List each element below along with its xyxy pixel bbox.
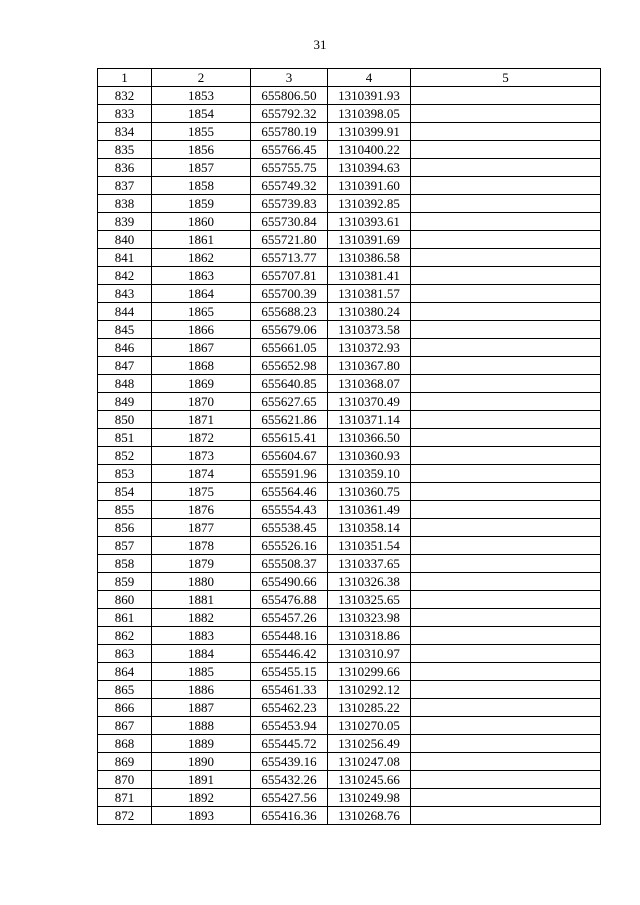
- coordinates-table: [97, 68, 601, 825]
- table-cell-col-5: [411, 303, 601, 321]
- table-cell-col-2: 1861: [152, 231, 251, 249]
- table-cell-col-2: 1860: [152, 213, 251, 231]
- table-cell-col-5: [411, 537, 601, 555]
- table-cell-col-3: 655792.32: [251, 105, 328, 123]
- table-row: [98, 681, 601, 699]
- table-cell-col-3: 655806.50: [251, 87, 328, 105]
- table-row: [98, 87, 601, 105]
- table-cell-col-2: 1887: [152, 699, 251, 717]
- table-cell-col-3: 655416.36: [251, 807, 328, 825]
- table-cell-col-3: 655749.32: [251, 177, 328, 195]
- table-cell-col-1: 869: [98, 753, 152, 771]
- table-cell-col-3: 655652.98: [251, 357, 328, 375]
- table-cell-col-2: 1878: [152, 537, 251, 555]
- table-cell-col-1: 844: [98, 303, 152, 321]
- table-cell-col-5: [411, 789, 601, 807]
- table-cell-col-1: 832: [98, 87, 152, 105]
- table-row: [98, 807, 601, 825]
- table-cell-col-4: 1310400.22: [328, 141, 411, 159]
- table-cell-col-3: 655508.37: [251, 555, 328, 573]
- table-cell-col-2: 1884: [152, 645, 251, 663]
- table-cell-col-4: 1310391.60: [328, 177, 411, 195]
- table-cell-col-3: 655439.16: [251, 753, 328, 771]
- table-cell-col-2: 1886: [152, 681, 251, 699]
- table-cell-col-4: 1310399.91: [328, 123, 411, 141]
- table-row: [98, 519, 601, 537]
- column-header-5: 5: [411, 69, 601, 87]
- table-cell-col-5: [411, 483, 601, 501]
- table-cell-col-2: 1875: [152, 483, 251, 501]
- table-row: [98, 159, 601, 177]
- table-cell-col-1: 843: [98, 285, 152, 303]
- table-cell-col-2: 1856: [152, 141, 251, 159]
- table-cell-col-5: [411, 339, 601, 357]
- table-cell-col-4: 1310381.57: [328, 285, 411, 303]
- table-cell-col-4: 1310380.24: [328, 303, 411, 321]
- table-cell-col-4: 1310292.12: [328, 681, 411, 699]
- table-cell-col-5: [411, 195, 601, 213]
- column-header-3: 3: [251, 69, 328, 87]
- table-cell-col-2: 1890: [152, 753, 251, 771]
- table-cell-col-5: [411, 807, 601, 825]
- page-number: 31: [313, 37, 327, 52]
- table-cell-col-1: 863: [98, 645, 152, 663]
- table-cell-col-4: 1310398.05: [328, 105, 411, 123]
- table-cell-col-5: [411, 771, 601, 789]
- table-row: [98, 267, 601, 285]
- table-cell-col-5: [411, 555, 601, 573]
- table-row: [98, 537, 601, 555]
- table-cell-col-4: 1310268.76: [328, 807, 411, 825]
- table-row: [98, 339, 601, 357]
- table-cell-col-5: [411, 375, 601, 393]
- table-cell-col-5: [411, 321, 601, 339]
- table-cell-col-1: 841: [98, 249, 152, 267]
- table-cell-col-4: 1310359.10: [328, 465, 411, 483]
- table-cell-col-3: 655688.23: [251, 303, 328, 321]
- table-cell-col-4: 1310323.98: [328, 609, 411, 627]
- table-cell-col-2: 1879: [152, 555, 251, 573]
- table-cell-col-4: 1310310.97: [328, 645, 411, 663]
- table-cell-col-5: [411, 159, 601, 177]
- table-cell-col-4: 1310360.93: [328, 447, 411, 465]
- table-cell-col-4: 1310285.22: [328, 699, 411, 717]
- table-cell-col-5: [411, 105, 601, 123]
- table-cell-col-2: 1866: [152, 321, 251, 339]
- table-cell-col-1: 847: [98, 357, 152, 375]
- table-cell-col-1: 838: [98, 195, 152, 213]
- table-cell-col-2: 1855: [152, 123, 251, 141]
- table-cell-col-5: [411, 357, 601, 375]
- table-cell-col-3: 655445.72: [251, 735, 328, 753]
- table-cell-col-1: 834: [98, 123, 152, 141]
- table-cell-col-5: [411, 141, 601, 159]
- table-cell-col-5: [411, 609, 601, 627]
- table-cell-col-5: [411, 177, 601, 195]
- table-cell-col-2: 1885: [152, 663, 251, 681]
- table-cell-col-3: 655591.96: [251, 465, 328, 483]
- table-cell-col-1: 856: [98, 519, 152, 537]
- table-row: [98, 501, 601, 519]
- table-cell-col-4: 1310392.85: [328, 195, 411, 213]
- table-cell-col-4: 1310358.14: [328, 519, 411, 537]
- table-row: [98, 555, 601, 573]
- table-cell-col-4: 1310391.69: [328, 231, 411, 249]
- table-cell-col-5: [411, 231, 601, 249]
- table-cell-col-2: 1870: [152, 393, 251, 411]
- table-row: [98, 213, 601, 231]
- table-cell-col-5: [411, 213, 601, 231]
- table-row: [98, 753, 601, 771]
- table-cell-col-4: 1310337.65: [328, 555, 411, 573]
- table-cell-col-2: 1865: [152, 303, 251, 321]
- table-cell-col-1: 860: [98, 591, 152, 609]
- table-cell-col-1: 861: [98, 609, 152, 627]
- table-cell-col-3: 655448.16: [251, 627, 328, 645]
- table-cell-col-4: 1310386.58: [328, 249, 411, 267]
- table-row: [98, 735, 601, 753]
- table-row: [98, 375, 601, 393]
- table-cell-col-2: 1863: [152, 267, 251, 285]
- table-row: [98, 285, 601, 303]
- table-row: [98, 789, 601, 807]
- table-cell-col-4: 1310318.86: [328, 627, 411, 645]
- table-cell-col-4: 1310256.49: [328, 735, 411, 753]
- table-cell-col-5: [411, 735, 601, 753]
- table-cell-col-1: 853: [98, 465, 152, 483]
- table-cell-col-2: 1889: [152, 735, 251, 753]
- table-cell-col-2: 1868: [152, 357, 251, 375]
- table-cell-col-4: 1310270.05: [328, 717, 411, 735]
- table-cell-col-4: 1310372.93: [328, 339, 411, 357]
- table-cell-col-3: 655661.05: [251, 339, 328, 357]
- table-row: [98, 645, 601, 663]
- table-cell-col-1: 871: [98, 789, 152, 807]
- table-cell-col-5: [411, 87, 601, 105]
- table-cell-col-2: 1853: [152, 87, 251, 105]
- table-row: [98, 771, 601, 789]
- table-cell-col-2: 1893: [152, 807, 251, 825]
- table-cell-col-1: 836: [98, 159, 152, 177]
- table-row: [98, 699, 601, 717]
- table-cell-col-1: 850: [98, 411, 152, 429]
- table-cell-col-5: [411, 429, 601, 447]
- table-cell-col-5: [411, 717, 601, 735]
- table-cell-col-3: 655446.42: [251, 645, 328, 663]
- table-cell-col-2: 1883: [152, 627, 251, 645]
- table-row: [98, 627, 601, 645]
- table-cell-col-2: 1872: [152, 429, 251, 447]
- table-cell-col-2: 1892: [152, 789, 251, 807]
- table-cell-col-2: 1891: [152, 771, 251, 789]
- table-cell-col-1: 851: [98, 429, 152, 447]
- table-cell-col-1: 852: [98, 447, 152, 465]
- table-cell-col-2: 1882: [152, 609, 251, 627]
- table-cell-col-1: 866: [98, 699, 152, 717]
- table-cell-col-5: [411, 573, 601, 591]
- table-cell-col-3: 655432.26: [251, 771, 328, 789]
- table-cell-col-4: 1310381.41: [328, 267, 411, 285]
- table-cell-col-4: 1310299.66: [328, 663, 411, 681]
- table-cell-col-1: 865: [98, 681, 152, 699]
- table-cell-col-3: 655453.94: [251, 717, 328, 735]
- table-cell-col-1: 848: [98, 375, 152, 393]
- table-cell-col-3: 655707.81: [251, 267, 328, 285]
- table-cell-col-4: 1310391.93: [328, 87, 411, 105]
- table-cell-col-4: 1310370.49: [328, 393, 411, 411]
- table-cell-col-4: 1310247.08: [328, 753, 411, 771]
- table-cell-col-2: 1871: [152, 411, 251, 429]
- table-cell-col-1: 857: [98, 537, 152, 555]
- table-cell-col-5: [411, 663, 601, 681]
- table-cell-col-1: 872: [98, 807, 152, 825]
- table-cell-col-4: 1310245.66: [328, 771, 411, 789]
- table-cell-col-5: [411, 645, 601, 663]
- table-cell-col-2: 1874: [152, 465, 251, 483]
- table-cell-col-1: 870: [98, 771, 152, 789]
- table-cell-col-2: 1881: [152, 591, 251, 609]
- table-cell-col-2: 1857: [152, 159, 251, 177]
- table-cell-col-1: 842: [98, 267, 152, 285]
- column-header-1: 1: [98, 69, 152, 87]
- table-cell-col-3: 655615.41: [251, 429, 328, 447]
- table-cell-col-1: 862: [98, 627, 152, 645]
- table-cell-col-5: [411, 393, 601, 411]
- table-row: [98, 321, 601, 339]
- table-cell-col-4: 1310367.80: [328, 357, 411, 375]
- table-cell-col-3: 655780.19: [251, 123, 328, 141]
- table-cell-col-5: [411, 123, 601, 141]
- table-row: [98, 573, 601, 591]
- table-cell-col-4: 1310373.58: [328, 321, 411, 339]
- table-row: [98, 411, 601, 429]
- table-cell-col-5: [411, 627, 601, 645]
- table-cell-col-2: 1854: [152, 105, 251, 123]
- table-cell-col-1: 837: [98, 177, 152, 195]
- table-row: [98, 483, 601, 501]
- table-cell-col-2: 1862: [152, 249, 251, 267]
- table-cell-col-4: 1310368.07: [328, 375, 411, 393]
- table-row: [98, 231, 601, 249]
- table-cell-col-3: 655730.84: [251, 213, 328, 231]
- table-cell-col-2: 1864: [152, 285, 251, 303]
- table-cell-col-5: [411, 447, 601, 465]
- table-cell-col-1: 855: [98, 501, 152, 519]
- table-row: [98, 447, 601, 465]
- table-cell-col-1: 849: [98, 393, 152, 411]
- table-cell-col-3: 655700.39: [251, 285, 328, 303]
- table-cell-col-5: [411, 753, 601, 771]
- table-cell-col-4: 1310366.50: [328, 429, 411, 447]
- table-cell-col-3: 655766.45: [251, 141, 328, 159]
- table-cell-col-3: 655713.77: [251, 249, 328, 267]
- table-row: [98, 123, 601, 141]
- table-cell-col-4: 1310361.49: [328, 501, 411, 519]
- table-cell-col-5: [411, 699, 601, 717]
- table-cell-col-1: 867: [98, 717, 152, 735]
- table-cell-col-1: 868: [98, 735, 152, 753]
- table-cell-col-5: [411, 591, 601, 609]
- table-row: [98, 429, 601, 447]
- table-cell-col-4: 1310371.14: [328, 411, 411, 429]
- table-cell-col-4: 1310360.75: [328, 483, 411, 501]
- column-header-4: 4: [328, 69, 411, 87]
- table-cell-col-3: 655640.85: [251, 375, 328, 393]
- table-cell-col-1: 833: [98, 105, 152, 123]
- table-cell-col-3: 655679.06: [251, 321, 328, 339]
- table-cell-col-2: 1869: [152, 375, 251, 393]
- table-cell-col-2: 1888: [152, 717, 251, 735]
- table-cell-col-5: [411, 681, 601, 699]
- table-row: [98, 141, 601, 159]
- table-cell-col-2: 1880: [152, 573, 251, 591]
- column-header-2: 2: [152, 69, 251, 87]
- table-cell-col-3: 655538.45: [251, 519, 328, 537]
- table-row: [98, 105, 601, 123]
- table-row: [98, 303, 601, 321]
- table-body: [98, 87, 601, 825]
- table-header-row: [98, 69, 601, 87]
- table-cell-col-3: 655621.86: [251, 411, 328, 429]
- table-cell-col-1: 864: [98, 663, 152, 681]
- table-cell-col-3: 655604.67: [251, 447, 328, 465]
- table-cell-col-1: 859: [98, 573, 152, 591]
- table-row: [98, 177, 601, 195]
- table-cell-col-4: 1310393.61: [328, 213, 411, 231]
- table-cell-col-1: 858: [98, 555, 152, 573]
- table-cell-col-4: 1310249.98: [328, 789, 411, 807]
- table-cell-col-5: [411, 267, 601, 285]
- table-cell-col-3: 655564.46: [251, 483, 328, 501]
- table-cell-col-5: [411, 411, 601, 429]
- table-cell-col-3: 655755.75: [251, 159, 328, 177]
- table-row: [98, 357, 601, 375]
- table-row: [98, 591, 601, 609]
- table-cell-col-1: 845: [98, 321, 152, 339]
- table-cell-col-5: [411, 519, 601, 537]
- table-cell-col-3: 655739.83: [251, 195, 328, 213]
- table-cell-col-5: [411, 465, 601, 483]
- table-row: [98, 249, 601, 267]
- table-cell-col-3: 655455.15: [251, 663, 328, 681]
- table-cell-col-3: 655627.65: [251, 393, 328, 411]
- table-cell-col-2: 1873: [152, 447, 251, 465]
- table-cell-col-3: 655457.26: [251, 609, 328, 627]
- table-cell-col-1: 840: [98, 231, 152, 249]
- table-cell-col-2: 1877: [152, 519, 251, 537]
- table-cell-col-3: 655526.16: [251, 537, 328, 555]
- table-cell-col-1: 835: [98, 141, 152, 159]
- table-row: [98, 663, 601, 681]
- table-cell-col-1: 846: [98, 339, 152, 357]
- table-cell-col-2: 1867: [152, 339, 251, 357]
- table-cell-col-5: [411, 285, 601, 303]
- table-cell-col-2: 1859: [152, 195, 251, 213]
- table-cell-col-5: [411, 249, 601, 267]
- table-cell-col-5: [411, 501, 601, 519]
- table-row: [98, 393, 601, 411]
- table-cell-col-4: 1310325.65: [328, 591, 411, 609]
- table-cell-col-3: 655490.66: [251, 573, 328, 591]
- table-row: [98, 717, 601, 735]
- table-cell-col-3: 655721.80: [251, 231, 328, 249]
- table-cell-col-1: 839: [98, 213, 152, 231]
- table-cell-col-4: 1310351.54: [328, 537, 411, 555]
- table-cell-col-3: 655554.43: [251, 501, 328, 519]
- table-cell-col-3: 655427.56: [251, 789, 328, 807]
- table-cell-col-4: 1310394.63: [328, 159, 411, 177]
- table-cell-col-2: 1858: [152, 177, 251, 195]
- table-row: [98, 195, 601, 213]
- table-row: [98, 609, 601, 627]
- table-cell-col-3: 655461.33: [251, 681, 328, 699]
- table-cell-col-2: 1876: [152, 501, 251, 519]
- table-cell-col-4: 1310326.38: [328, 573, 411, 591]
- table-row: [98, 465, 601, 483]
- table-cell-col-3: 655476.88: [251, 591, 328, 609]
- table-cell-col-3: 655462.23: [251, 699, 328, 717]
- table-cell-col-1: 854: [98, 483, 152, 501]
